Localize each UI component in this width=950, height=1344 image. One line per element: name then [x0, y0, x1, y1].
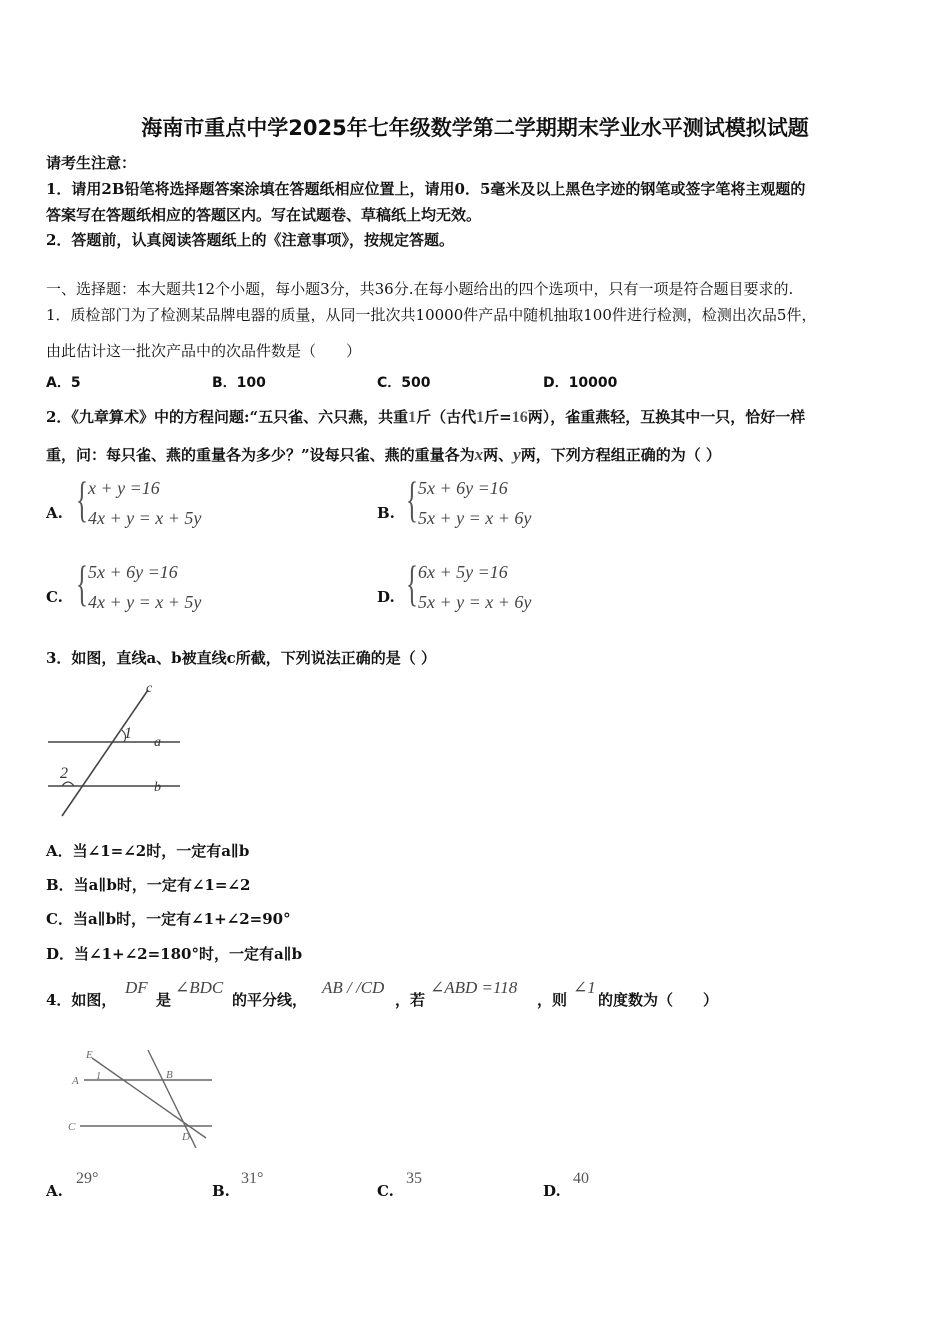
q2-option-a-eq2: 4x + y = x + 5y	[88, 508, 202, 528]
label-a: A	[72, 1075, 79, 1087]
q4-s4: ，若	[395, 991, 426, 1009]
q4-option-c-value: 35	[406, 1170, 422, 1187]
q4-s2: 是	[156, 991, 172, 1009]
q2-option-b-eq1: 5x + 6y =16	[418, 478, 508, 498]
q4-option-b-letter[interactable]: B.	[212, 1182, 230, 1200]
q3-option-c[interactable]: C．当a∥b时，一定有∠1+∠2=90°	[46, 910, 291, 928]
q4-option-a-value: 29°	[76, 1170, 99, 1187]
q2-option-a-letter[interactable]: A.	[46, 504, 63, 522]
q4-m-abd: ∠ABD =118	[430, 978, 518, 997]
q3-figure	[40, 678, 180, 818]
q2-option-b-letter[interactable]: B.	[377, 504, 395, 522]
label-1: 1	[96, 1071, 101, 1082]
page-title: 海南市重点中学2025年七年级数学第二学期期末学业水平测试模拟试题	[141, 116, 809, 140]
section-heading: 一、选择题：本大题共12个小题，每小题3分，共36分.在每小题给出的四个选项中，只有一项是符合题目要求的.	[46, 280, 794, 298]
label-2: 2	[60, 765, 68, 782]
q3-option-d[interactable]: D．当∠1+∠2=180°时，一定有a∥b	[46, 945, 303, 963]
notice-line-1a: 1．请用2B铅笔将选择题答案涂填在答题纸相应位置上，请用0．5毫米及以上黑色字迹的钢笔或签字笔将主观题的	[46, 180, 806, 198]
q2-option-d-eq1: 6x + 5y =16	[418, 562, 508, 582]
q1-option-b[interactable]: B．100	[212, 375, 266, 391]
label-d: D	[182, 1131, 190, 1143]
label-a: a	[154, 735, 161, 750]
brace-icon: {	[76, 471, 88, 527]
q3-option-a[interactable]: A．当∠1=∠2时，一定有a∥b	[46, 842, 250, 860]
q4-m-1: ∠1	[573, 978, 596, 997]
q4-figure	[66, 1044, 216, 1152]
q2-line-1: 2．《九章算术》中的方程问题:“五只雀、六只燕，共重1斤（古代1斤=16两），雀重燕轻，互换其中一只，恰好一样	[46, 408, 806, 426]
q4-option-b-value: 31°	[241, 1170, 264, 1187]
q4-m-ab: AB / /CD	[322, 978, 385, 997]
q2-option-c-eq1: 5x + 6y =16	[88, 562, 178, 582]
q2-option-d-letter[interactable]: D.	[377, 588, 395, 606]
q3-stem: 3．如图，直线a、b被直线c所截，下列说法正确的是（ ）	[46, 649, 437, 667]
q4-option-d-value: 40	[573, 1170, 589, 1187]
q4-m-df: DF	[125, 978, 148, 997]
notice-heading: 请考生注意：	[46, 154, 137, 172]
label-c: c	[146, 681, 153, 696]
q4-option-d-letter[interactable]: D.	[543, 1182, 561, 1200]
q1-option-c[interactable]: C．500	[377, 375, 431, 391]
label-b: b	[154, 780, 161, 795]
q4-option-c-letter[interactable]: C.	[377, 1182, 394, 1200]
q3-option-b[interactable]: B．当a∥b时，一定有∠1=∠2	[46, 876, 251, 894]
label-b: B	[166, 1069, 173, 1081]
q4-s1: 4．如图，	[46, 991, 117, 1009]
q2-option-c-letter[interactable]: C.	[46, 588, 63, 606]
label-1: 1	[124, 725, 132, 742]
notice-line-2: 2．答题前，认真阅读答题纸上的《注意事项》，按规定答题。	[46, 231, 454, 249]
q4-s5: ，则	[537, 991, 568, 1009]
q1-option-d[interactable]: D．10000	[543, 375, 618, 391]
notice-line-1b: 答案写在答题纸相应的答题区内。写在试题卷、草稿纸上均无效。	[46, 206, 482, 224]
q1-line-2: 由此估计这一批次产品中的次品件数是（ ）	[46, 342, 362, 360]
q2-option-d-eq2: 5x + y = x + 6y	[418, 592, 532, 612]
q4-s3: 的平分线，	[232, 991, 308, 1009]
q2-option-a-eq1: x + y =16	[88, 478, 160, 498]
line-c	[62, 690, 148, 816]
brace-icon: {	[76, 555, 88, 611]
label-e: E	[86, 1049, 93, 1061]
q1-line-1: 1．质检部门为了检测某品牌电器的质量，从同一批次共10000件产品中随机抽取100件进行检测，检测出次品5件，	[46, 306, 817, 324]
brace-icon: {	[406, 471, 418, 527]
q2-option-b-eq2: 5x + y = x + 6y	[418, 508, 532, 528]
q2-option-c-eq2: 4x + y = x + 5y	[88, 592, 202, 612]
q4-option-a-letter[interactable]: A.	[46, 1182, 63, 1200]
q2-line-2: 重，问：每只雀、燕的重量各为多少？”设每只雀、燕的重量各为x两、y两，下列方程组正确的为（ ）	[46, 445, 721, 464]
label-c: C	[68, 1121, 76, 1133]
brace-icon: {	[406, 555, 418, 611]
q4-m-bdc: ∠BDC	[175, 978, 224, 997]
q1-option-a[interactable]: A．5	[46, 375, 81, 391]
q4-s6: 的度数为（ ）	[598, 991, 719, 1009]
